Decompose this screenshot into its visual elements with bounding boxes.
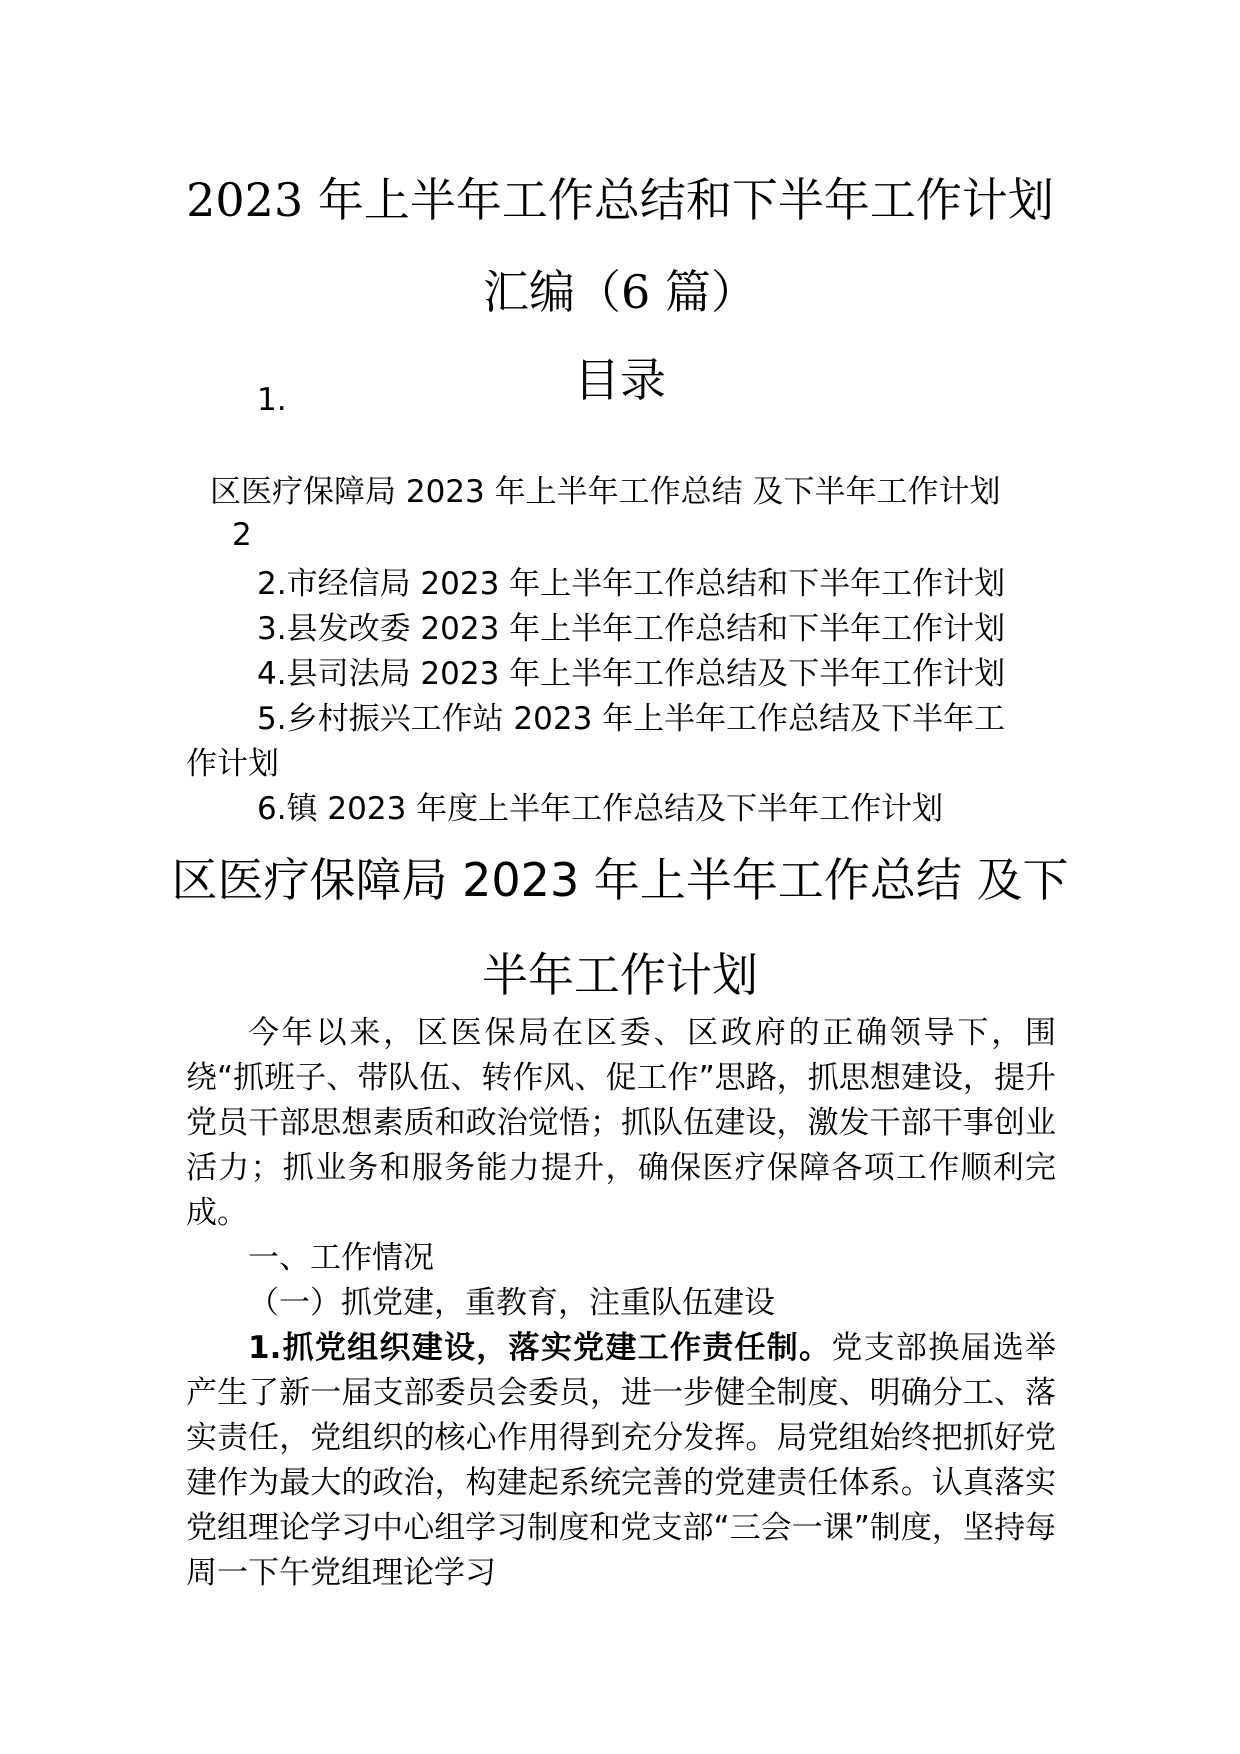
document-title-line-1: 2023 年上半年工作总结和下半年工作计划: [186, 173, 1054, 227]
toc-item-5-line-2[interactable]: 作计划: [186, 746, 279, 782]
article-heading-line-1: 区医疗保障局 2023 年上半年工作总结 及下: [171, 853, 1069, 907]
article-heading-line-2: 半年工作计划: [482, 948, 758, 1002]
point-1-text: 党支部换届选举产生了新一届支部委员会委员，进一步健全制度、明确分工、落实责任，党组织的核心作用得到充分发挥。局党组始终把抓好党建作为最大的政治，构建起系统完善的党建责任体系。认真落实党组理论学习中心组学习制度和党支部“三会一课”制度，坚持每周一下午党组理论学习: [186, 1330, 1056, 1591]
subsection-heading-1: （一）抓党建，重教育，注重队伍建设: [248, 1285, 775, 1321]
toc-item-1-page[interactable]: 2: [232, 517, 252, 553]
toc-item-6[interactable]: 6.镇 2023 年度上半年工作总结及下半年工作计划: [257, 791, 944, 827]
toc-item-5-line-1[interactable]: 5.乡村振兴工作站 2023 年上半年工作总结及下半年工: [257, 701, 1006, 737]
toc-item-3[interactable]: 3.县发改委 2023 年上半年工作总结和下半年工作计划: [257, 611, 1006, 647]
section-heading-1: 一、工作情况: [248, 1240, 434, 1276]
toc-item-2[interactable]: 2.市经信局 2023 年上半年工作总结和下半年工作计划: [257, 566, 1006, 602]
intro-paragraph: 今年以来，区医保局在区委、区政府的正确领导下，围绕“抓班子、带队伍、转作风、促工作”思路，抓思想建设，提升党员干部思想素质和政治觉悟；抓队伍建设，激发干部干事创业活力；抓业务和服务能力提升，确保医疗保障各项工作顺利完成。: [186, 1015, 1056, 1231]
toc-item-1-text[interactable]: 区医疗保障局 2023 年上半年工作总结 及下半年工作计划: [210, 474, 1001, 510]
point-1-paragraph: [186, 1326, 1056, 1596]
point-1-lead: 1.抓党组织建设，落实党建工作责任制。: [248, 1330, 832, 1366]
toc-heading: 目录: [574, 353, 666, 407]
toc-item-1-number[interactable]: 1.: [257, 382, 287, 418]
toc-item-4[interactable]: 4.县司法局 2023 年上半年工作总结及下半年工作计划: [257, 656, 1006, 692]
document-title-line-2: 汇编（6 篇）: [483, 265, 757, 319]
